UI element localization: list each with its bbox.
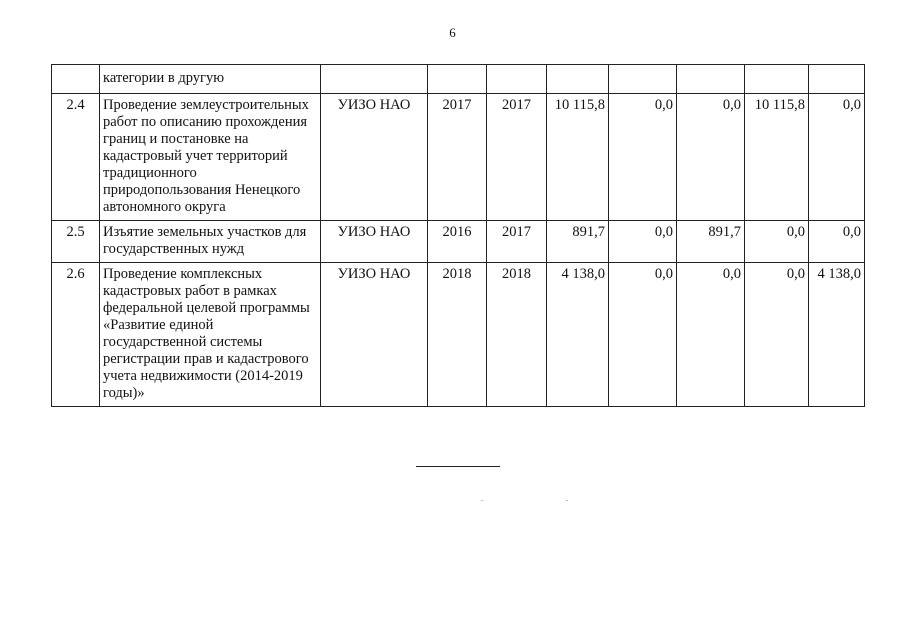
table-row: [52, 94, 865, 221]
table-row-continued: [52, 65, 865, 94]
table-row: [52, 221, 865, 263]
program-table: [51, 64, 865, 407]
page-number: 6: [449, 25, 456, 40]
amount-col-3: 10 115,8: [745, 94, 809, 221]
end-year: 2018: [487, 263, 547, 407]
amount-col-2: 0,0: [677, 263, 745, 407]
start-year: 2018: [428, 263, 487, 407]
activity-name: Проведение комплексных кадастровых работ в рамках федеральной целевой программы «Развитие единой государственной системы регистрации прав и кадастрового учета недвижимости (2014-2019 годы)»: [100, 263, 321, 407]
executor: УИЗО НАО: [321, 94, 428, 221]
end-year: [487, 65, 547, 94]
table-row: [52, 263, 865, 407]
activity-name: Изъятие земельных участков для государственных нужд: [100, 221, 321, 263]
row-number: [52, 65, 100, 94]
amount-col-3: [745, 65, 809, 94]
amount-col-2: 0,0: [677, 94, 745, 221]
amount-col-4: [809, 65, 865, 94]
total-amount: 891,7: [547, 221, 609, 263]
start-year: 2016: [428, 221, 487, 263]
row-number: 2.4: [52, 94, 100, 221]
end-year: 2017: [487, 94, 547, 221]
activity-name: Проведение землеустроительных работ по описанию прохождения границ и постановке на кадастровый учет территорий традиционного природопользования Ненецкого автономного округа: [100, 94, 321, 221]
executor: [321, 65, 428, 94]
activity-name: категории в другую: [100, 65, 321, 94]
amount-col-1: 0,0: [609, 263, 677, 407]
amount-col-4: 4 138,0: [809, 263, 865, 407]
amount-col-1: 0,0: [609, 94, 677, 221]
start-year: 2017: [428, 94, 487, 221]
amount-col-4: 0,0: [809, 221, 865, 263]
total-amount: [547, 65, 609, 94]
end-divider: [416, 466, 500, 467]
start-year: [428, 65, 487, 94]
amount-col-1: [609, 65, 677, 94]
executor: УИЗО НАО: [321, 263, 428, 407]
amount-col-4: 0,0: [809, 94, 865, 221]
amount-col-3: 0,0: [745, 263, 809, 407]
end-year: 2017: [487, 221, 547, 263]
scan-speck: [481, 500, 483, 501]
executor: УИЗО НАО: [321, 221, 428, 263]
scan-speck: [566, 500, 568, 501]
amount-col-2: [677, 65, 745, 94]
row-number: 2.5: [52, 221, 100, 263]
total-amount: 4 138,0: [547, 263, 609, 407]
amount-col-1: 0,0: [609, 221, 677, 263]
amount-col-2: 891,7: [677, 221, 745, 263]
amount-col-3: 0,0: [745, 221, 809, 263]
total-amount: 10 115,8: [547, 94, 609, 221]
row-number: 2.6: [52, 263, 100, 407]
